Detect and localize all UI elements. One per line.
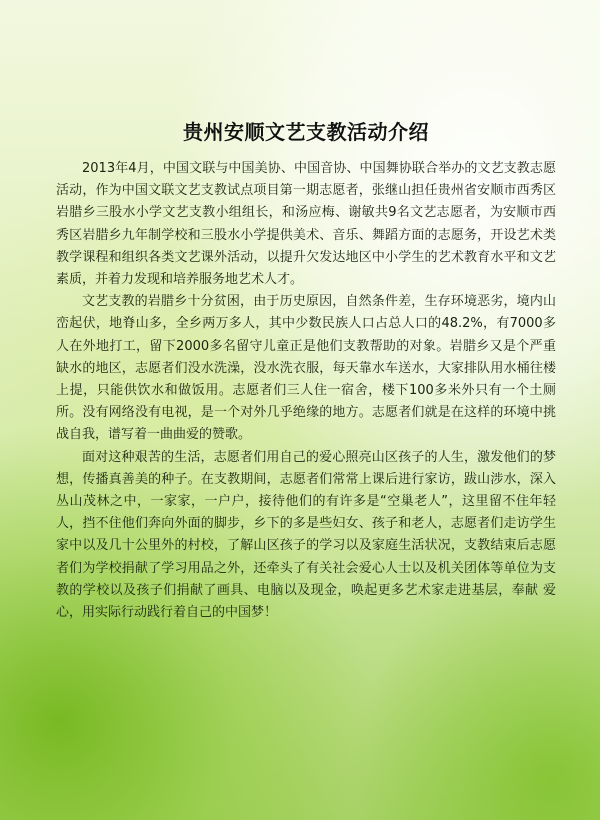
paragraph-1: 2013年4月，中国文联与中国美协、中国音协、中国舞协联合举办的文艺支教志愿活动，作为中国文联文艺支教试点项目第一期志愿者，张继山担任贵州省安顺市西秀区岩腊乡三股水小学文艺支教小组组长，和汤应梅、谢敏共9名文艺志愿者，为安顺市西秀区岩腊乡九年制学校和三股水小学提供美术、音乐、舞蹈方面的志愿务，开设艺术类教学课程和组织各类文艺课外活动，以提升欠发达地区中小学生的艺术教育水平和文艺素质，并着力发现和培养服务地艺术人才。 — [56, 161, 556, 288]
paragraph-3: 面对这种艰苦的生活，志愿者们用自己的爱心照亮山区孩子的人生，激发他们的梦想，传播真善美的种子。在支教期间，志愿者们常常上课后进行家访，跋山涉水，深入丛山茂林之中，一家家，一户户，接待他们的有许多是“空巢老人”，这里留不住年轻人，挡不住他们奔向外面的脚步，乡下的多是些妇女、孩子和老人，志愿者们走访学生家中以及几十公里外的村校，了解山区孩子的学习以及家庭生活状况，支教结束后志愿者们为学校捐献了学习用品之外，还牵头了有关社会爱心人士以及机关团体等单位为支教的学校以及孩子们捐献了画具、电脑以及现金，唤起更多艺术家走进基层，奉献 爱心，用实际行动践行着自己的中国梦！ — [56, 449, 556, 621]
paragraph-2: 文艺支教的岩腊乡十分贫困，由于历史原因，自然条件差，生存环境恶劣，境内山峦起伏，地脊山多，全乡两万多人，其中少数民族人口占总人口的48.2%，有7000多人在外地打工，留下2000多名留守儿童正是他们支教帮助的对象。岩腊乡又是个严重缺水的地区，志愿者们没水洗澡，没水洗衣服，每天靠水车送水，大家排队用水桶往楼上提，只能供饮水和做饭用。志愿者们三人住一宿舍，楼下100多米外只有一个土厕所。没有网络没有电视，是一个对外几乎绝缘的地方。志愿者们就是在这样的环境中挑战自我，谱写着一曲曲爱的赞歌。 — [56, 294, 556, 443]
document-body — [56, 118, 556, 624]
document-title: 贵州安顺文艺支教活动介绍 — [183, 120, 429, 144]
